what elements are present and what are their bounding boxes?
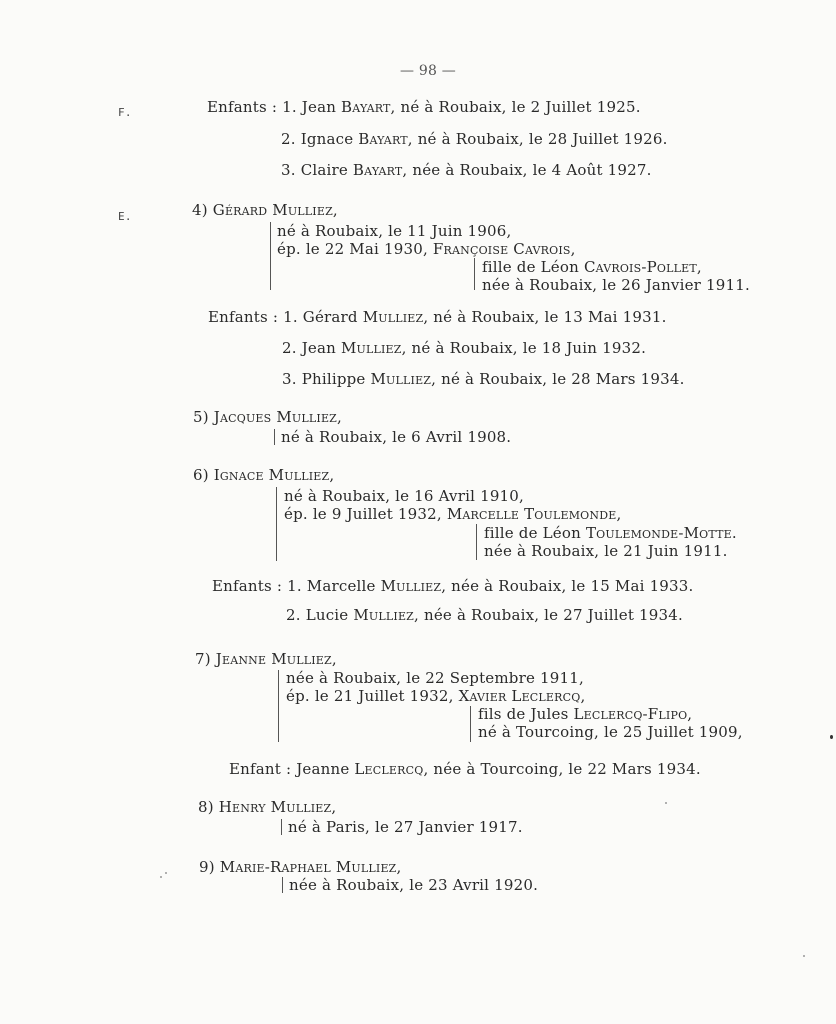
jeanne-married: ép. le 21 Juillet 1932, Xavier Leclercq, bbox=[286, 687, 586, 705]
ignace-spouse-born: née à Roubaix, le 21 Juin 1911. bbox=[484, 542, 728, 560]
page-number: — 98 — bbox=[400, 63, 456, 79]
entry-number: 8) bbox=[198, 798, 214, 816]
marie-born: née à Roubaix, le 23 Avril 1920. bbox=[289, 876, 539, 894]
enfants-label: Enfants : bbox=[207, 98, 278, 116]
entry-gerard-heading bbox=[192, 201, 338, 219]
margin-mark-e: E. bbox=[118, 210, 132, 223]
entry-name: Marie-Raphael Mulliez, bbox=[219, 858, 402, 876]
child-birth: , né à Roubaix, le 28 Juillet 1926. bbox=[407, 130, 668, 148]
bracket-line bbox=[282, 877, 283, 893]
enfant-label: Enfant : bbox=[229, 760, 292, 778]
entry-name: Henry Mulliez, bbox=[218, 798, 337, 816]
ignace-born: né à Roubaix, le 16 Avril 1910, bbox=[284, 487, 525, 505]
gerard-born: né à Roubaix, le 11 Juin 1906, bbox=[277, 222, 512, 240]
entry-name: Jacques Mulliez, bbox=[213, 408, 342, 426]
ignace-married: ép. le 9 Juillet 1932, Marcelle Toulemonde, bbox=[284, 505, 622, 523]
child-surname: Bayart bbox=[358, 130, 408, 148]
entry-number: 9) bbox=[199, 858, 215, 876]
ignace-children-line-1: Enfants : 1. Marcelle Mulliez, née à Roubaix, le 15 Mai 1933. bbox=[212, 577, 694, 595]
entry-number: 4) bbox=[192, 201, 208, 219]
spouse-name: Marcelle Toulemonde, bbox=[446, 505, 622, 523]
gerard-children-line-1: Enfants : 1. Gérard Mulliez, né à Roubaix, le 13 Mai 1931. bbox=[208, 308, 667, 326]
bayart-children-line-2 bbox=[281, 130, 668, 148]
child-first-name: Jean bbox=[301, 98, 337, 116]
ignace-spouse-parent: fille de Léon Toulemonde-Motte. bbox=[484, 524, 737, 542]
spouse-name: Xavier Leclercq, bbox=[458, 687, 586, 705]
gerard-spouse-parent: fille de Léon Cavrois-Pollet, bbox=[482, 258, 702, 276]
scan-speck bbox=[830, 735, 833, 739]
bracket-line bbox=[476, 524, 477, 560]
entry-henry-heading bbox=[198, 798, 336, 816]
bracket-line bbox=[274, 429, 275, 445]
child-birth: , né à Roubaix, le 2 Juillet 1925. bbox=[390, 98, 641, 116]
entry-number: 5) bbox=[193, 408, 209, 426]
entry-jacques-heading bbox=[193, 408, 342, 426]
scan-speck bbox=[665, 802, 667, 804]
entry-ignace-heading bbox=[193, 466, 334, 484]
bracket-line bbox=[470, 706, 471, 742]
entry-jeanne-heading bbox=[195, 650, 337, 668]
bracket-line bbox=[276, 487, 277, 561]
enfants-label: Enfants : bbox=[208, 308, 279, 326]
child-number: 3. bbox=[281, 161, 296, 179]
bayart-children-line-1 bbox=[207, 98, 641, 116]
entry-name: Jeanne Mulliez, bbox=[215, 650, 337, 668]
henry-born: né à Paris, le 27 Janvier 1917. bbox=[288, 818, 523, 836]
child-number: 1. bbox=[282, 98, 297, 116]
spouse-name: Françoise Cavrois, bbox=[432, 240, 576, 258]
scan-speck bbox=[165, 872, 167, 874]
gerard-children-line-2: 2. Jean Mulliez, né à Roubaix, le 18 Juin 1932. bbox=[282, 339, 647, 357]
bracket-line bbox=[270, 222, 271, 290]
child-number: 2. bbox=[281, 130, 296, 148]
jacques-born: né à Roubaix, le 6 Avril 1908. bbox=[281, 428, 512, 446]
gerard-children-line-3: 3. Philippe Mulliez, né à Roubaix, le 28 Mars 1934. bbox=[282, 370, 685, 388]
ignace-children-line-2: 2. Lucie Mulliez, née à Roubaix, le 27 Juillet 1934. bbox=[286, 606, 683, 624]
jeanne-child-line: Enfant : Jeanne Leclercq, née à Tourcoing, le 22 Mars 1934. bbox=[229, 760, 701, 778]
child-surname: Bayart bbox=[341, 98, 391, 116]
enfants-label: Enfants : bbox=[212, 577, 283, 595]
entry-name: Ignace Mulliez, bbox=[213, 466, 335, 484]
bracket-line bbox=[474, 258, 475, 290]
scan-speck bbox=[803, 955, 805, 957]
child-surname: Bayart bbox=[352, 161, 403, 179]
gerard-married: ép. le 22 Mai 1930, Françoise Cavrois, bbox=[277, 240, 576, 258]
jeanne-born: née à Roubaix, le 22 Septembre 1911, bbox=[286, 669, 584, 687]
jeanne-spouse-born: né à Tourcoing, le 25 Juillet 1909, bbox=[478, 723, 743, 741]
child-first-name: Ignace bbox=[300, 130, 354, 148]
margin-mark-f: F. bbox=[118, 106, 132, 119]
child-birth: , née à Roubaix, le 4 Août 1927. bbox=[402, 161, 652, 179]
bracket-line bbox=[281, 819, 282, 835]
bracket-line bbox=[278, 670, 279, 742]
entry-number: 7) bbox=[195, 650, 211, 668]
entry-name: Gérard Mulliez, bbox=[212, 201, 338, 219]
scan-speck bbox=[160, 876, 162, 878]
entry-marie-heading bbox=[199, 858, 402, 876]
gerard-spouse-born: née à Roubaix, le 26 Janvier 1911. bbox=[482, 276, 750, 294]
jeanne-spouse-parent: fils de Jules Leclercq-Flipo, bbox=[478, 705, 693, 723]
bayart-children-line-3 bbox=[281, 161, 652, 179]
entry-number: 6) bbox=[193, 466, 209, 484]
child-first-name: Claire bbox=[300, 161, 348, 179]
